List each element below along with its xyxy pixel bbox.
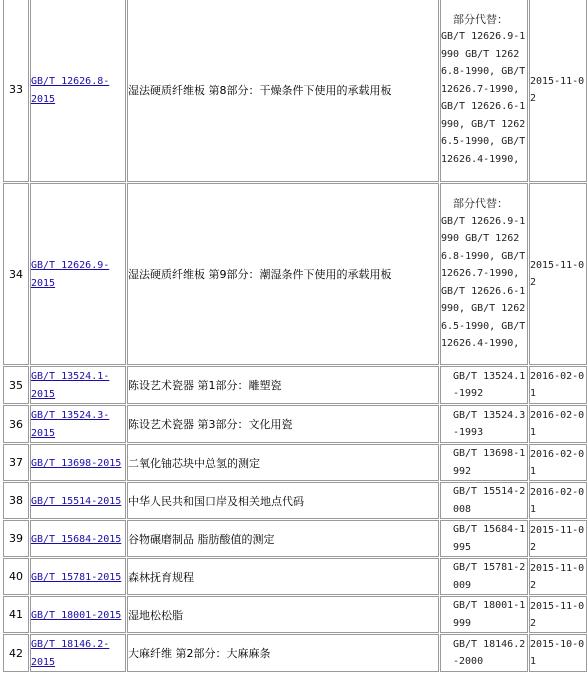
replaces-list: GB/T 12626.9-1990 GB/T 12626.8-1990, GB/T 12626.7-1990, GB/T 12626.6-1990, GB/T 12626.5-1990, GB/T 12626.4-1990, bbox=[441, 215, 526, 350]
row-number: 36 bbox=[3, 405, 29, 443]
replaces-list: GB/T 15514-2008 bbox=[453, 486, 526, 515]
standards-table bbox=[2, 0, 588, 673]
effective-date: 2016-02-01 bbox=[529, 444, 587, 481]
replaces-cell bbox=[440, 596, 528, 633]
replaces-list: GB/T 12626.9-1990 GB/T 12626.8-1990, GB/T 12626.7-1990, GB/T 12626.6-1990, GB/T 12626.5-1990, GB/T 12626.4-1990, bbox=[441, 31, 526, 165]
table-row bbox=[3, 444, 587, 481]
replaces-cell bbox=[440, 444, 528, 481]
standard-name: 湿地松松脂 bbox=[127, 596, 439, 633]
standard-name: 湿法硬质纤维板 第8部分：干燥条件下使用的承载用板 bbox=[127, 0, 439, 182]
replaces-cell bbox=[440, 558, 528, 595]
effective-date: 2016-02-01 bbox=[529, 482, 587, 519]
row-number: 37 bbox=[3, 444, 29, 481]
row-number: 33 bbox=[3, 0, 29, 182]
replaces-list: GB/T 13698-1992 bbox=[453, 448, 526, 477]
table-row bbox=[3, 482, 587, 519]
replaces-cell bbox=[440, 366, 528, 404]
standard-code-link[interactable]: GB/T 13524.3-2015 bbox=[31, 410, 110, 439]
standard-code-cell bbox=[30, 634, 126, 672]
table-row bbox=[3, 634, 587, 672]
standard-code-link[interactable]: GB/T 12626.9-2015 bbox=[31, 260, 110, 289]
row-number: 35 bbox=[3, 366, 29, 404]
replaces-list: GB/T 18001-1999 bbox=[453, 600, 526, 629]
standard-code-cell bbox=[30, 482, 126, 519]
replaces-list: GB/T 15684-1995 bbox=[453, 524, 526, 553]
standard-name: 湿法硬质纤维板 第9部分：潮湿条件下使用的承载用板 bbox=[127, 183, 439, 365]
row-number: 34 bbox=[3, 183, 29, 365]
table-row bbox=[3, 405, 587, 443]
standard-code-cell bbox=[30, 444, 126, 481]
row-number: 38 bbox=[3, 482, 29, 519]
standard-code-link[interactable]: GB/T 13524.1-2015 bbox=[31, 371, 110, 400]
standard-code-cell bbox=[30, 558, 126, 595]
standard-name: 中华人民共和国口岸及相关地点代码 bbox=[127, 482, 439, 519]
standard-name: 陈设艺术瓷器 第3部分：文化用瓷 bbox=[127, 405, 439, 443]
standard-code-cell bbox=[30, 596, 126, 633]
replaces-cell bbox=[440, 405, 528, 443]
standard-code-link[interactable]: GB/T 12626.8-2015 bbox=[31, 75, 110, 105]
replaces-caption: 部分代替： bbox=[453, 197, 508, 211]
standard-code-cell bbox=[30, 183, 126, 365]
standard-code-link[interactable]: GB/T 15684-2015 bbox=[31, 533, 122, 545]
standard-code-link[interactable]: GB/T 13698-2015 bbox=[31, 457, 122, 469]
standard-code-link[interactable]: GB/T 15514-2015 bbox=[31, 495, 122, 507]
standard-code-cell bbox=[30, 0, 126, 182]
replaces-list: GB/T 15781-2009 bbox=[453, 562, 526, 591]
standard-name: 谷物碾磨制品 脂肪酸值的测定 bbox=[127, 520, 439, 557]
standard-name: 二氧化铀芯块中总氢的测定 bbox=[127, 444, 439, 481]
replaces-cell bbox=[440, 0, 528, 182]
standard-code-cell bbox=[30, 405, 126, 443]
standard-name: 森林抚育规程 bbox=[127, 558, 439, 595]
row-number: 41 bbox=[3, 596, 29, 633]
replaces-cell bbox=[440, 520, 528, 557]
effective-date: 2015-11-02 bbox=[529, 596, 587, 633]
effective-date: 2016-02-01 bbox=[529, 366, 587, 404]
row-number: 42 bbox=[3, 634, 29, 672]
table-row bbox=[3, 183, 587, 365]
replaces-caption: 部分代替： bbox=[453, 12, 508, 26]
standard-code-link[interactable]: GB/T 15781-2015 bbox=[31, 571, 122, 583]
table-row bbox=[3, 0, 587, 182]
effective-date: 2015-11-02 bbox=[529, 558, 587, 595]
standard-code-cell bbox=[30, 520, 126, 557]
replaces-cell bbox=[440, 183, 528, 365]
table-row bbox=[3, 520, 587, 557]
standard-code-link[interactable]: GB/T 18146.2-2015 bbox=[31, 639, 110, 668]
standard-code-cell bbox=[30, 366, 126, 404]
replaces-list: GB/T 18146.2-2000 bbox=[453, 638, 526, 667]
replaces-cell bbox=[440, 482, 528, 519]
table-row bbox=[3, 558, 587, 595]
row-number: 39 bbox=[3, 520, 29, 557]
table-row bbox=[3, 366, 587, 404]
effective-date: 2015-11-02 bbox=[529, 520, 587, 557]
replaces-cell bbox=[440, 634, 528, 672]
effective-date: 2015-11-02 bbox=[529, 183, 587, 365]
replaces-list: GB/T 13524.1-1992 bbox=[453, 370, 526, 399]
standard-name: 陈设艺术瓷器 第1部分：雕塑瓷 bbox=[127, 366, 439, 404]
standard-name: 大麻纤维 第2部分：大麻麻条 bbox=[127, 634, 439, 672]
replaces-list: GB/T 13524.3-1993 bbox=[453, 409, 526, 438]
standard-code-link[interactable]: GB/T 18001-2015 bbox=[31, 609, 122, 621]
table-row bbox=[3, 596, 587, 633]
effective-date: 2015-10-01 bbox=[529, 634, 587, 672]
effective-date: 2015-11-02 bbox=[529, 0, 587, 182]
row-number: 40 bbox=[3, 558, 29, 595]
effective-date: 2016-02-01 bbox=[529, 405, 587, 443]
